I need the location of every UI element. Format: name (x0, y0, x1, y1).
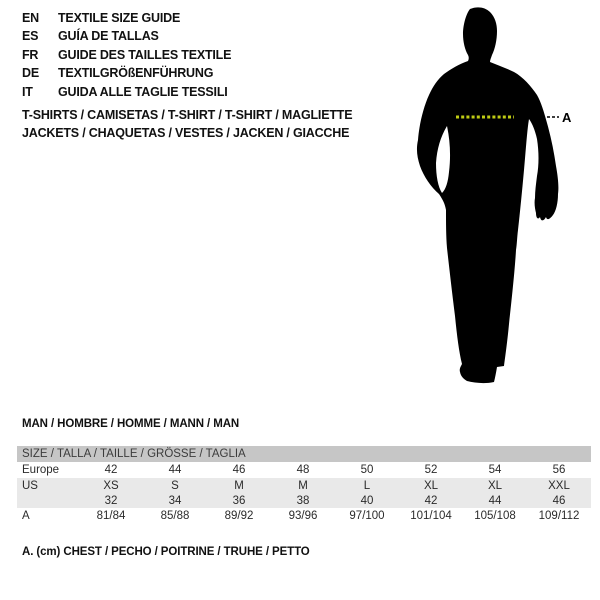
footnote-chest-legend: A. (cm) CHEST / PECHO / POITRINE / TRUHE / PETTO (22, 546, 310, 558)
category-line-tshirts: T-SHIRTS / CAMISETAS / T-SHIRT / T-SHIRT / MAGLIETTE (22, 108, 353, 122)
size-cell: XL (423, 479, 439, 492)
size-cell: 81/84 (96, 510, 126, 522)
size-cell: 46 (552, 494, 566, 507)
size-cell: 89/92 (224, 510, 254, 522)
man-silhouette-shape (417, 7, 558, 383)
table-row-us-letters (17, 478, 591, 493)
man-silhouette (410, 0, 600, 410)
size-cell: XXL (548, 479, 570, 492)
language-code: DE (22, 66, 39, 81)
size-cell: 101/104 (410, 510, 452, 522)
size-table-header: SIZE / TALLA / TAILLE / GRÖSSE / TAGLIA (17, 446, 591, 462)
size-cell: M (298, 479, 308, 492)
size-cell: 48 (296, 464, 310, 476)
size-cell: XS (103, 479, 119, 492)
size-cell: 32 (104, 494, 118, 507)
language-label: GUIDA ALLE TAGLIE TESSILI (58, 84, 228, 99)
size-cell: S (171, 479, 179, 492)
language-code: FR (22, 47, 39, 62)
size-cell: 46 (232, 464, 246, 476)
size-cell: 85/88 (160, 510, 190, 522)
size-cell: 50 (360, 464, 374, 476)
size-cell: 93/96 (288, 510, 318, 522)
size-cell: 42 (104, 464, 118, 476)
size-cell: L (363, 479, 371, 492)
size-cell: 109/112 (538, 510, 580, 522)
language-code: IT (22, 84, 33, 99)
language-label: GUIDE DES TAILLES TEXTILE (58, 47, 232, 62)
language-row (22, 27, 231, 45)
table-row-chest-a (17, 508, 591, 524)
language-label: TEXTILGRÖßENFÜHRUNG (58, 66, 214, 81)
language-row (22, 9, 231, 27)
size-cell: 38 (296, 494, 310, 507)
language-label: GUÍA DE TALLAS (58, 29, 159, 44)
row-label: US (22, 479, 38, 492)
language-row (22, 83, 231, 101)
size-cell: 40 (360, 494, 374, 507)
language-row (22, 64, 231, 82)
row-label: A (22, 510, 30, 522)
size-cell: 54 (488, 464, 502, 476)
size-cell: 34 (168, 494, 182, 507)
size-cell: XL (487, 479, 503, 492)
size-cell: 42 (424, 494, 438, 507)
language-list (22, 9, 231, 101)
language-label: TEXTILE SIZE GUIDE (58, 11, 181, 25)
size-cell: 105/108 (474, 510, 516, 522)
size-cell: 52 (424, 464, 438, 476)
language-row (22, 46, 231, 64)
gender-heading: MAN / HOMBRE / HOMME / MANN / MAN (22, 418, 240, 430)
size-cell: 97/100 (349, 510, 385, 522)
size-cell: M (234, 479, 244, 492)
language-code: EN (22, 11, 39, 25)
measure-label-a: A (562, 110, 572, 125)
size-table (17, 446, 591, 524)
row-label: Europe (22, 464, 60, 476)
language-code: ES (22, 29, 39, 44)
size-cell: 56 (552, 464, 566, 476)
category-line-jackets: JACKETS / CHAQUETAS / VESTES / JACKEN / GIACCHE (22, 126, 350, 141)
size-cell: 44 (168, 464, 182, 476)
category-list (22, 106, 352, 143)
table-row-us-numbers (17, 493, 591, 508)
size-cell: 44 (488, 494, 502, 507)
size-cell: 36 (232, 494, 246, 507)
table-row-europe (17, 462, 591, 478)
